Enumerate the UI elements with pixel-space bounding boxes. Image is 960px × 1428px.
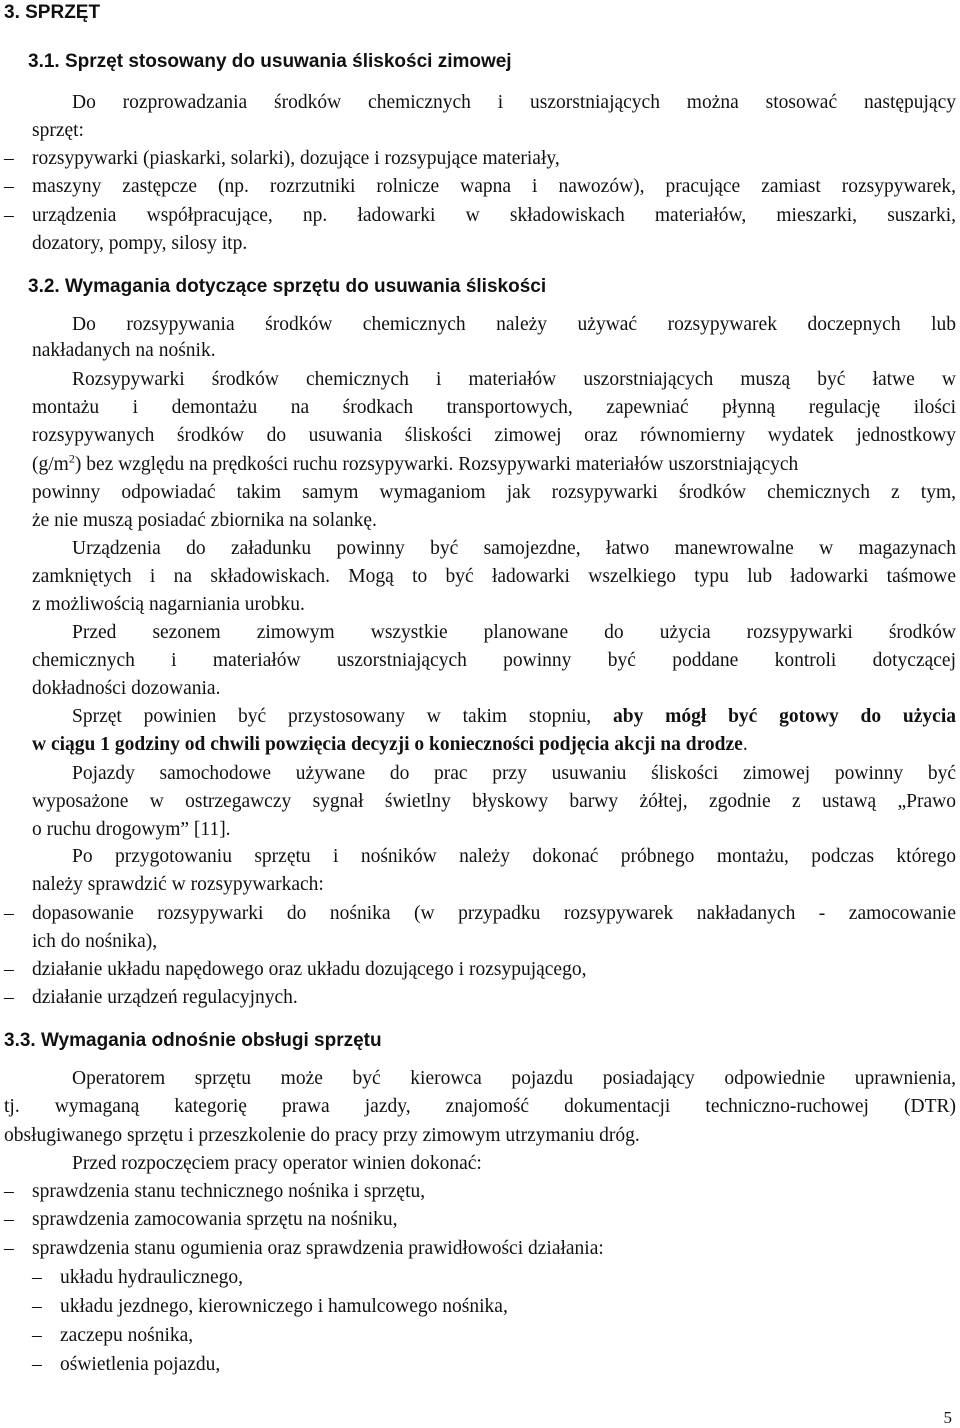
document-page	[4, 0, 956, 1425]
list-item-continuation: dozatory, pompy, silosy itp.	[32, 233, 248, 254]
text-fragment: .	[742, 734, 748, 755]
paragraph-line: obsługiwanego sprzętu i przeszkolenie do pracy przy zimowym utrzymaniu dróg.	[4, 1125, 640, 1146]
superscript: 2	[68, 451, 75, 466]
dash-bullet: –	[4, 1238, 14, 1259]
paragraph-line: Przed rozpoczęciem pracy operator winien dokonać:	[72, 1153, 482, 1174]
list-item: urządzenia współpracujące, np. ładowarki w składowiskach materiałów, mieszarki, suszarki,	[32, 205, 956, 226]
paragraph-line: Pojazdy samochodowe używane do prac przy usuwaniu śliskości zimowej powinny być	[72, 763, 956, 784]
list-item: działanie układu napędowego oraz układu dozującego i rozsypującego,	[32, 959, 587, 980]
paragraph-line: wyposażone w ostrzegawczy sygnał świetlny błyskowy barwy żółtej, zgodnie z ustawą „Prawo	[32, 791, 956, 812]
sub-list-item: oświetlenia pojazdu,	[60, 1354, 221, 1375]
paragraph-line: tj. wymaganą kategorię prawa jazdy, znajomość dokumentacji techniczno-ruchowej (DTR)	[4, 1096, 956, 1117]
dash-bullet: –	[4, 205, 14, 226]
paragraph-line: montażu i demontażu na środkach transportowych, zapewniać płynną regulację ilości	[32, 397, 956, 418]
dash-bullet: –	[4, 1181, 14, 1202]
chapter-heading: 3. SPRZĘT	[4, 2, 101, 23]
text-fragment: Sprzęt powinien być przystosowany w takim stopniu,	[72, 706, 613, 727]
dash-bullet: –	[32, 1325, 42, 1346]
list-item: sprawdzenia zamocowania sprzętu na nośniku,	[32, 1209, 398, 1230]
paragraph-line: zamkniętych i na składowiskach. Mogą to być ładowarki wszelkiego typu lub ładowarki taśmowe	[32, 566, 956, 587]
paragraph-line: Operatorem sprzętu może być kierowca pojazdu posiadający odpowiednie uprawnienia,	[72, 1068, 956, 1089]
sub-list-item: układu hydraulicznego,	[60, 1267, 244, 1288]
sub-list-item: układu jezdnego, kierowniczego i hamulcowego nośnika,	[60, 1296, 508, 1317]
dash-bullet: –	[32, 1296, 42, 1317]
paragraph-line: dokładności dozowania.	[32, 678, 221, 699]
paragraph-line: o ruchu drogowym” [11].	[32, 819, 231, 840]
section-heading-3-2: 3.2. Wymagania dotyczące sprzętu do usuwania śliskości	[28, 276, 547, 297]
dash-bullet: –	[32, 1354, 42, 1375]
page-number: 5	[943, 1408, 952, 1427]
paragraph-line: rozsypywanych środków do usuwania śliskości zimowej oraz równomierny wydatek jednostkowy	[32, 425, 956, 446]
paragraph-line	[72, 707, 956, 727]
list-item: rozsypywarki (piaskarki, solarki), dozujące i rozsypujące materiały,	[32, 148, 560, 169]
list-item: dopasowanie rozsypywarki do nośnika (w przypadku rozsypywarek nakładanych - zamocowanie	[32, 903, 956, 924]
paragraph-line: należy sprawdzić w rozsypywarkach:	[32, 874, 324, 895]
text-fragment: (g/m	[32, 454, 69, 475]
dash-bullet: –	[4, 148, 14, 169]
dash-bullet: –	[4, 176, 14, 197]
text-fragment: ) bez względu na prędkości ruchu rozsypywarki. Rozsypywarki materiałów uszorstniających	[74, 454, 799, 475]
list-item: działanie urządzeń regulacyjnych.	[32, 987, 298, 1008]
paragraph-line: Rozsypywarki środków chemicznych i materiałów uszorstniających muszą być łatwe w	[72, 369, 956, 390]
dash-bullet: –	[4, 959, 14, 980]
section-heading-3-3: 3.3. Wymagania odnośnie obsługi sprzętu	[4, 1030, 382, 1051]
section-heading-3-1: 3.1. Sprzęt stosowany do usuwania śliskości zimowej	[28, 51, 512, 72]
paragraph-line: z możliwością nagarniania urobku.	[32, 594, 305, 615]
paragraph-line: chemicznych i materiałów uszorstniających powinny być poddane kontroli dotyczącej	[32, 650, 956, 671]
paragraph-line: Do rozprowadzania środków chemicznych i uszorstniających można stosować następujący	[72, 92, 956, 113]
paragraph-line: Do rozsypywania środków chemicznych należy używać rozsypywarek doczepnych lub	[72, 314, 956, 335]
paragraph-line	[32, 451, 799, 475]
paragraph-line: powinny odpowiadać takim samym wymaganiom jak rozsypywarki środków chemicznych z tym,	[32, 482, 956, 503]
list-item-continuation: ich do nośnika),	[32, 931, 158, 952]
paragraph-line: Po przygotowaniu sprzętu i nośników należy dokonać próbnego montażu, podczas którego	[72, 846, 956, 867]
bold-text: aby mógł być gotowy do użycia	[612, 706, 956, 727]
paragraph-line: Przed sezonem zimowym wszystkie planowane do użycia rozsypywarki środków	[72, 622, 956, 643]
dash-bullet: –	[32, 1267, 42, 1288]
sub-list-item: zaczepu nośnika,	[60, 1325, 194, 1346]
list-item: maszyny zastępcze (np. rozrzutniki rolnicze wapna i nawozów), pracujące zamiast rozsypywarek,	[32, 176, 956, 197]
dash-bullet: –	[4, 903, 14, 924]
bold-text: w ciągu 1 godziny od chwili powzięcia decyzji o konieczności podjęcia akcji na drodze	[32, 734, 743, 755]
paragraph-line	[32, 735, 748, 755]
paragraph-line: sprzęt:	[32, 120, 84, 141]
paragraph-line: Urządzenia do załadunku powinny być samojezdne, łatwo manewrowalne w magazynach	[72, 538, 956, 559]
dash-bullet: –	[4, 1209, 14, 1230]
list-item: sprawdzenia stanu ogumienia oraz sprawdzenia prawidłowości działania:	[32, 1238, 604, 1259]
paragraph-line: że nie muszą posiadać zbiornika na solankę.	[32, 510, 377, 531]
dash-bullet: –	[4, 987, 14, 1008]
list-item: sprawdzenia stanu technicznego nośnika i sprzętu,	[32, 1181, 426, 1202]
paragraph-line: nakładanych na nośnik.	[32, 340, 216, 361]
